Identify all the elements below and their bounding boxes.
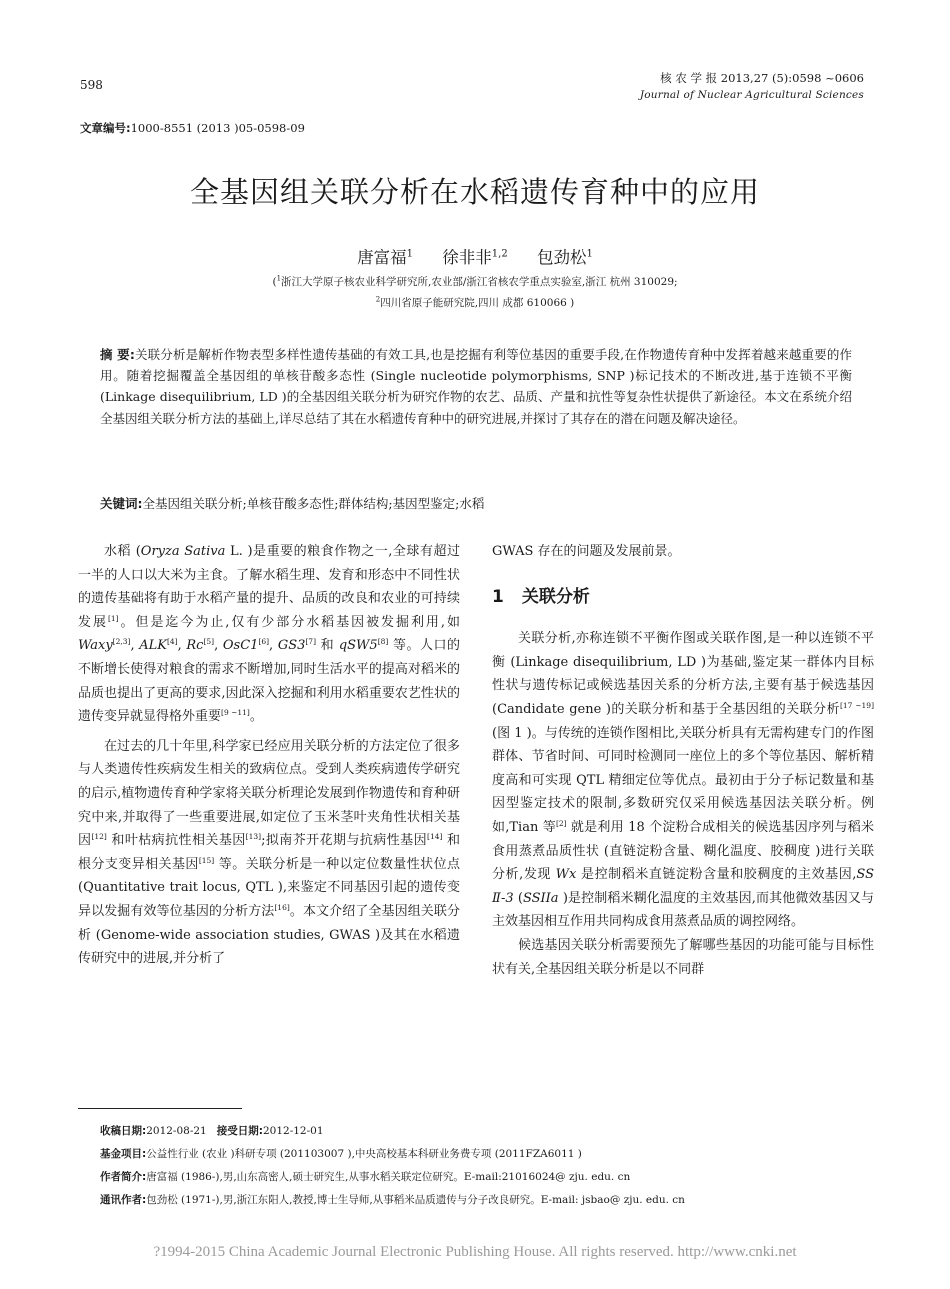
citation: [4] [166,637,178,647]
footnote-divider [78,1108,242,1109]
abstract-text: 关联分析是解析作物表型多样性遗传基础的有效工具,也是挖掘有利等位基因的重要手段,在作物遗传育种中发挥着越来越重要的作用。随着挖掘覆盖全基因组的单核苷酸多态性 (Single nucleotide polymorphisms, SNP )标记技术的不断改进,基于连锁不平衡 (Linkage disequilibrium, LD )的全基因组关联分析为研究作物的农艺、品质、产量和抗性等复杂性状提供了新途径。本文在系统介绍全基因组关联分析方法的基础上,详尽总结了其在水稻遗传育种中的研究进展,并探讨了其存在的潜在问题及解决途径。 [100,347,852,426]
keywords-text: 全基因组关联分析;单核苷酸多态性;群体结构;基因型鉴定;水稻 [142,496,485,511]
citation: [2,3] [112,637,131,647]
citation: [9 ~11] [221,708,250,718]
journal-name-cn: 核 农 学 报 2013,27 (5):0598 ~0606 [660,71,864,85]
copyright-footer: ?1994-2015 China Academic Journal Electronic Publishing House. All rights reserved. http://www.cnki.net [153,1244,797,1260]
paragraph: GWAS 存在的问题及发展前景。 [492,544,681,559]
corresponding-note: 通讯作者:包劲松 (1971-),男,浙江东阳人,教授,博士生导师,从事稻米品质遗传与分子改良研究。E-mail: jsbao@ zju. edu. cn [100,1194,685,1206]
article-number-value: 1000-8551 (2013 )05-0598-09 [130,121,305,135]
journal-header [640,70,864,104]
citation: [5] [203,637,215,647]
keywords-label: 关键词: [100,496,143,511]
abstract [100,344,852,429]
affiliation: $^2$四川省原子能研究院,四川 成都 610066 ) [375,295,575,309]
body-right-column [492,540,874,981]
citation: [1] [107,613,119,623]
keywords [100,494,852,512]
paragraph: 候选基因关联分析需要预先了解哪些基因的功能可能与目标性状有关,全基因组关联分析是以不同群 [492,937,874,977]
author-list [0,244,950,268]
paragraph: 水稻 (Oryza Sativa L. )是重要的粮食作物之一,全球有超过一半的人口以大米为主食。了解水稻生理、发育和形态中不同性状的遗传基础将有助于水稻产量的提升、品质的改良和农业的可持续发展[1]。但是迄今为止,仅有少部分水稻基因被发掘利用,如 Waxy[2,3], ALK[4], Rc[5], OsC1[6], GS3[7] 和 qSW5[8] 等。人口的不断增长使得对粮食的需求不断增加,同时生活水平的提高对稻米的品质也提出了更高的要求,因此深入挖掘和利用水稻重要农艺性状的遗传变异就显得格外重要[9 ~11]。 [78,544,461,725]
citation: [17 ~19] [839,700,875,710]
citation: [7] [305,637,316,647]
article-number-label: 文章编号: [80,121,131,135]
footnotes [100,1120,890,1212]
author: 包劲松$^1$ [536,248,593,267]
paper-title: 全基因组关联分析在水稻遗传育种中的应用 [189,175,760,209]
section-heading: 1 关联分析 [492,586,590,607]
dates-note: 收稿日期:2012-08-21 接受日期:2012-12-01 [100,1125,324,1137]
body-left-column [78,540,460,971]
citation: [12] [91,832,107,842]
journal-name-en: Journal of Nuclear Agricultural Sciences [639,89,864,101]
paragraph: 关联分析,亦称连锁不平衡作图或关联作图,是一种以连锁不平衡 (Linkage disequilibrium, LD )为基础,鉴定某一群体内目标性状与遗传标记或候选基因关系的分析方法,主要有基于候选基因 (Candidate gene )的关联分析和基于全基因组的关联分析[17 ~19] (图 1 )。与传统的连锁作图相比,关联分析具有无需构建专门的作图群体、节省时间、可同时检测同一座位上的多个等位基因、解析精度高和可实现 QTL 精细定位等优点。最初由于分子标记数量和基因型鉴定技术的限制,多数研究仅采用候选基因法关联分析。例如,Tian 等[2] 就是利用 18 个淀粉合成相关的候选基因序列与稻米食用蒸煮品质性状 (直链淀粉含量、糊化温度、胶稠度 )进行关联分析,发现 Wx 是控制稻米直链淀粉含量和胶稠度的主效基因,SS Ⅱ-3 (SSIIa )是控制稻米糊化温度的主效基因,而其他微效基因又与主效基因相互作用共同构成食用蒸煮品质的调控网络。 [492,631,875,930]
abstract-label: 摘 要: [100,347,135,362]
citation: [8] [377,637,389,647]
author: 唐富福$^1$ [357,248,414,267]
paragraph: 在过去的几十年里,科学家已经应用关联分析的方法定位了很多与人类遗传性疾病发生相关的致病位点。受到人类疾病遗传学研究的启示,植物遗传育种学家将关联分析理论发展到作物遗传和育种研究中来,并取得了一些重要进展,如定位了玉米茎叶夹角性状相关基因[12] 和叶枯病抗性相关基因[13];拟南芥开花期与抗病性基因[14] 和根分支变异相关基因[15] 等。关联分析是一种以定位数量性状位点 (Quantitative trait locus, QTL ),来鉴定不同基因引起的遗传变异以发掘有效等位基因的分析方法[16]。本文介绍了全基因组关联分析 (Genome-wide association studies, GWAS )及其在水稻遗传研究中的进展,并分析了 [78,738,460,967]
fund-note: 基金项目:公益性行业 (农业 )科研专项 (201103007 ),中央高校基本科研业务费专项 (2011FZA6011 ) [100,1148,582,1160]
citation: [6] [258,637,270,647]
page-number: 598 [80,78,103,92]
affiliation: ($^1$浙江大学原子核农业科学研究所,农业部/浙江省核农学重点实验室,浙江 杭州 310029; [272,274,678,288]
author-note: 作者简介:唐富福 (1986-),男,山东高密人,硕士研究生,从事水稻关联定位研究。E-mail:21016024@ zju. edu. cn [100,1171,631,1183]
author: 徐非非$^{1,2}$ [442,248,508,267]
citation: [15] [198,855,215,865]
citation: [2] [555,818,567,828]
citation: [14] [427,832,443,842]
citation: [13] [245,832,262,842]
citation: [16] [274,902,290,912]
article-number [80,120,305,136]
